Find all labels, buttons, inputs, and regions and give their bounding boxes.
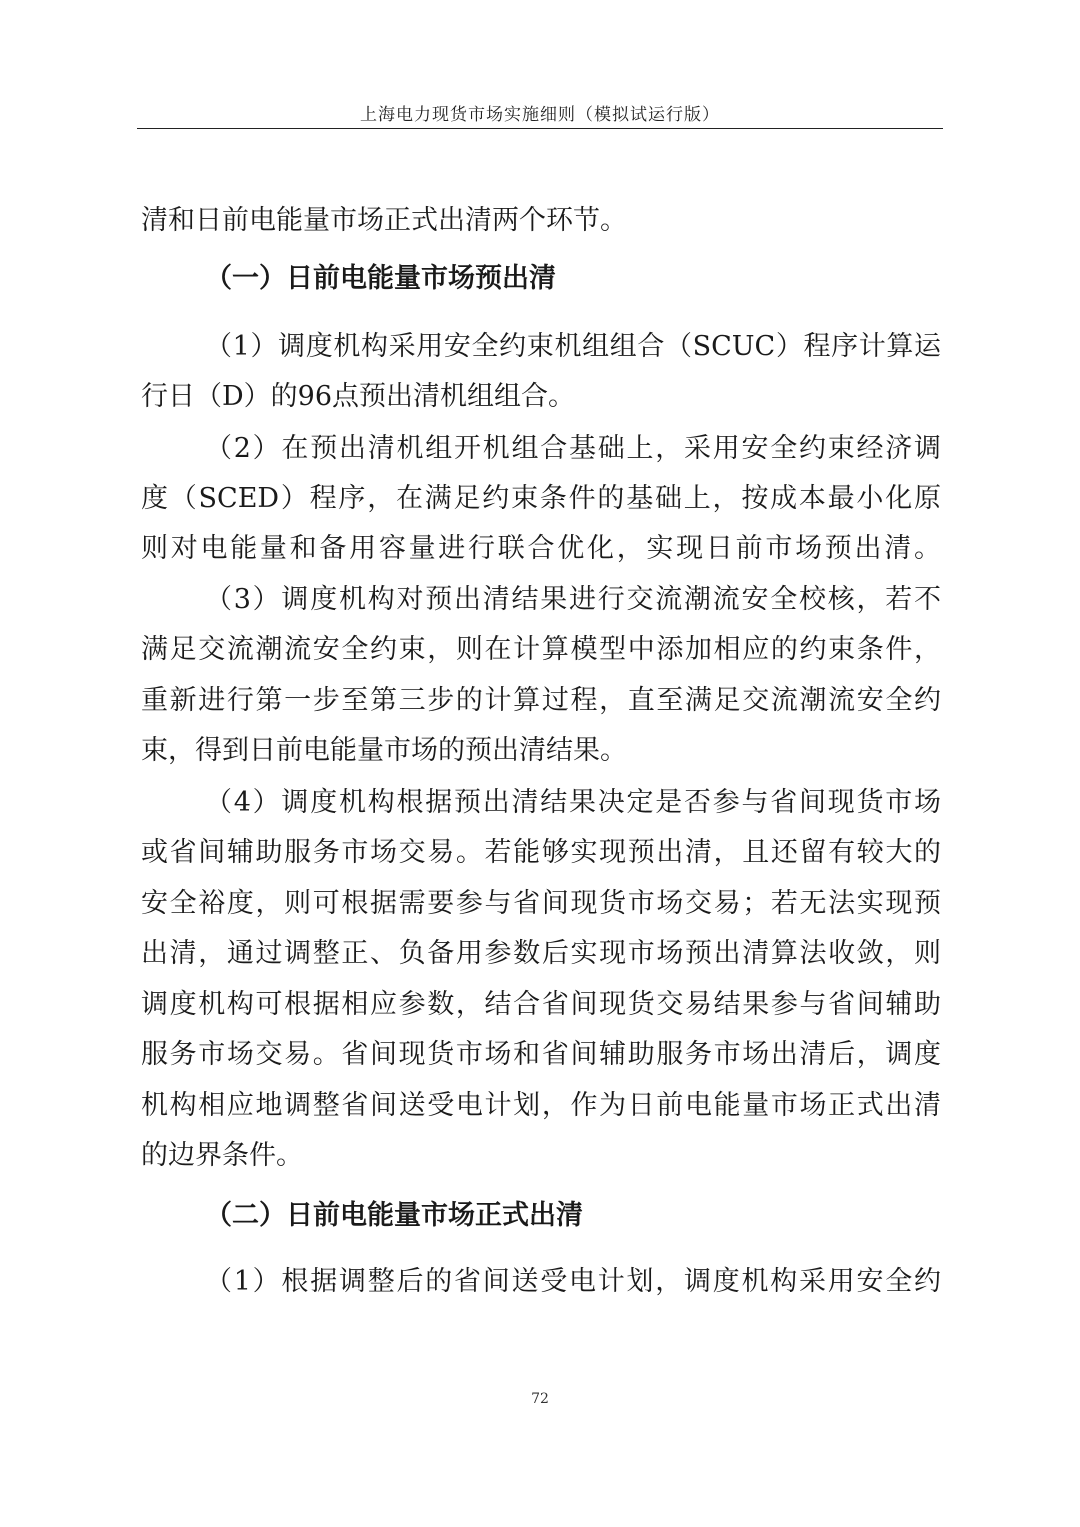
header-rule bbox=[137, 128, 943, 129]
text-line: 或省间辅助服务市场交易。若能够实现预出清，且还留有较大的 bbox=[141, 837, 941, 868]
text-line: 度（SCED）程序，在满足约束条件的基础上，按成本最小化原 bbox=[141, 483, 941, 514]
text-line: 安全裕度，则可根据需要参与省间现货市场交易；若无法实现预 bbox=[141, 888, 941, 919]
section-heading-2: （二）日前电能量市场正式出清 bbox=[205, 1200, 583, 1231]
text-line: 机构相应地调整省间送受电计划，作为日前电能量市场正式出清 bbox=[141, 1090, 941, 1121]
text-line: 清和日前电能量市场正式出清两个环节。 bbox=[141, 205, 627, 236]
text-line: （2）在预出清机组开机组合基础上，采用安全约束经济调 bbox=[205, 433, 941, 464]
text-line: 则对电能量和备用容量进行联合优化，实现日前市场预出清。 bbox=[141, 533, 941, 564]
page-header: 上海电力现货市场实施细则（模拟试运行版） bbox=[360, 105, 720, 125]
text-line: 重新进行第一步至第三步的计算过程，直至满足交流潮流安全约 bbox=[141, 685, 941, 716]
text-line: 调度机构可根据相应参数，结合省间现货交易结果参与省间辅助 bbox=[141, 989, 941, 1020]
text-line: 行日（D）的96点预出清机组组合。 bbox=[141, 381, 576, 412]
text-line: （3）调度机构对预出清结果进行交流潮流安全校核，若不 bbox=[205, 584, 941, 615]
section-heading-1: （一）日前电能量市场预出清 bbox=[205, 263, 556, 294]
text-line: （4）调度机构根据预出清结果决定是否参与省间现货市场 bbox=[205, 787, 941, 818]
text-line: 服务市场交易。省间现货市场和省间辅助服务市场出清后，调度 bbox=[141, 1039, 941, 1070]
page-number: 72 bbox=[531, 1391, 549, 1407]
text-line: （1）根据调整后的省间送受电计划，调度机构采用安全约 bbox=[205, 1266, 941, 1297]
text-line: 束，得到日前电能量市场的预出清结果。 bbox=[141, 735, 627, 766]
text-line: （1）调度机构采用安全约束机组组合（SCUC）程序计算运 bbox=[205, 331, 941, 362]
text-line: 满足交流潮流安全约束，则在计算模型中添加相应的约束条件， bbox=[141, 634, 941, 665]
text-line: 出清，通过调整正、负备用参数后实现市场预出清算法收敛，则 bbox=[141, 938, 941, 969]
text-line: 的边界条件。 bbox=[141, 1140, 303, 1171]
